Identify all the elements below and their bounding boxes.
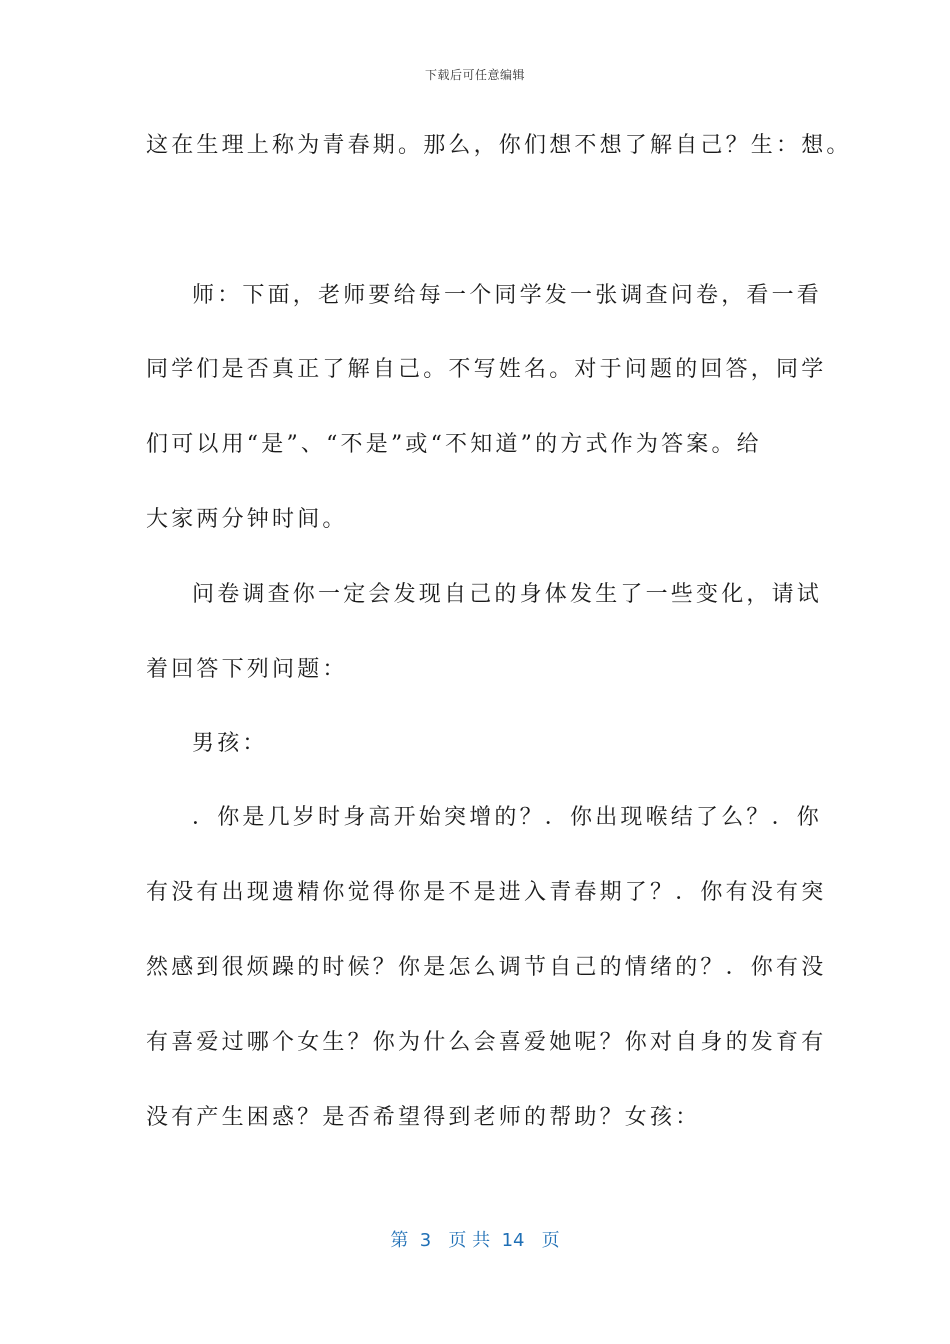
body-line-9: ．你是几岁时身高开始突增的？．你出现喉结了么？．你 — [192, 805, 823, 830]
body-line-13: 没有产生困惑？是否希望得到老师的帮助？女孩： — [146, 1105, 701, 1130]
body-line-8: 男孩： — [192, 731, 268, 756]
page-number-footer: 第 3 页 共 14 页 — [390, 1230, 560, 1251]
body-line-11: 然感到很烦躁的时候？你是怎么调节自己的情绪的？．你有没 — [146, 955, 827, 980]
body-line-7: 着回答下列问题： — [146, 657, 348, 682]
body-line-12: 有喜爱过哪个女生？你为什么会喜爱她呢？你对自身的发育有 — [146, 1030, 827, 1055]
body-line-1: 这在生理上称为青春期。那么，你们想不想了解自己？生：想。 — [146, 133, 852, 158]
body-line-6: 问卷调查你一定会发现自己的身体发生了一些变化，请试 — [192, 582, 823, 607]
body-line-3: 同学们是否真正了解自己。不写姓名。对于问题的回答，同学 — [146, 357, 827, 382]
body-line-2: 师：下面，老师要给每一个同学发一张调查问卷，看一看 — [192, 283, 823, 308]
page-header-note: 下载后可任意编辑 — [424, 68, 525, 82]
body-line-4: 们可以用“是”、“不是”或“不知道”的方式作为答案。给 — [146, 432, 762, 457]
body-line-10: 有没有出现遗精你觉得你是不是进入青春期了？．你有没有突 — [146, 880, 827, 905]
body-line-5: 大家两分钟时间。 — [146, 507, 348, 532]
